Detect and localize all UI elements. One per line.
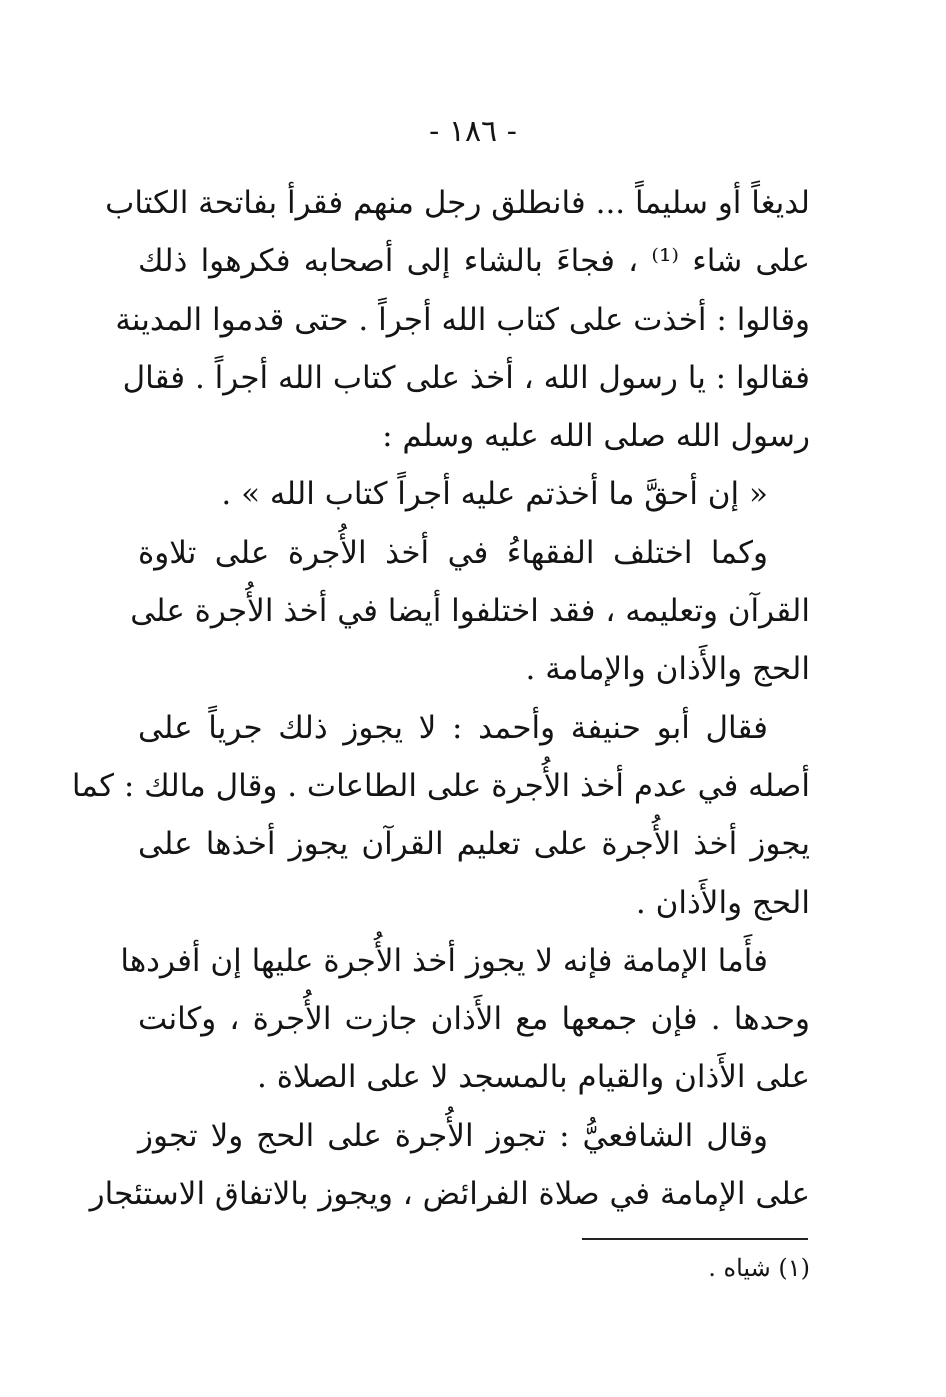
text-line: فقالوا : يا رسول الله ، أخذ على كتاب الله أجراً . فقال: [122, 359, 810, 396]
page-number: - ١٨٦ -: [429, 114, 517, 149]
paragraph-start: فقال أبو حنيفة وأحمد : لا يجوز ذلك جرياً على: [138, 709, 768, 746]
text-line: على الإمامة في صلاة الفرائض ، ويجوز بالاتفاق الاستئجار: [89, 1176, 810, 1213]
text-line: القرآن وتعليمه ، فقد اختلفوا أيضا في أخذ الأُجرة على: [130, 593, 810, 630]
body-text: [71, 174, 811, 1223]
paragraph-start: فأَما الإمامة فإنه لا يجوز أخذ الأُجرة عليها إن أفردها: [120, 942, 768, 979]
hadith-quote: « إن أحقَّ ما أخذتم عليه أجراً كتاب الله » .: [221, 476, 768, 513]
paragraph-start: وقال الشافعيُّ : تجوز الأُجرة على الحج ولا تجوز: [138, 1117, 768, 1154]
paragraph-start: وكما اختلف الفقهاءُ في أخذ الأُجرة على تلاوة: [138, 534, 768, 571]
text-line: الحج والأَذان .: [635, 884, 810, 921]
text-line: لديغاً أو سليماً ... فانطلق رجل منهم فقرأ بفاتحة الكتاب: [105, 185, 810, 221]
text-line: يجوز أخذ الأُجرة على تعليم القرآن يجوز أخذها على: [138, 826, 810, 863]
footnote-divider: [582, 1238, 808, 1240]
text-line: وقالوا : أخذت على كتاب الله أجراً . حتى قدموا المدينة: [115, 301, 810, 338]
text-line: أصله في عدم أخذ الأُجرة على الطاعات . وقال مالك : كما: [71, 767, 810, 804]
text-line: الحج والأَذان والإمامة .: [525, 651, 810, 688]
footnote: (١) شياه .: [708, 1254, 810, 1282]
text-line: رسول الله صلى الله عليه وسلم :: [382, 418, 810, 455]
text-line: على الأَذان والقيام بالمسجد لا على الصلاة .: [257, 1059, 810, 1096]
text-line: وحدها . فإن جمعها مع الأَذان جازت الأُجرة ، وكانت: [138, 1001, 810, 1038]
text-line: على شاء ⁽¹⁾ ، فجاءَ بالشاء إلى أصحابه فكرهوا ذلك: [138, 243, 811, 280]
